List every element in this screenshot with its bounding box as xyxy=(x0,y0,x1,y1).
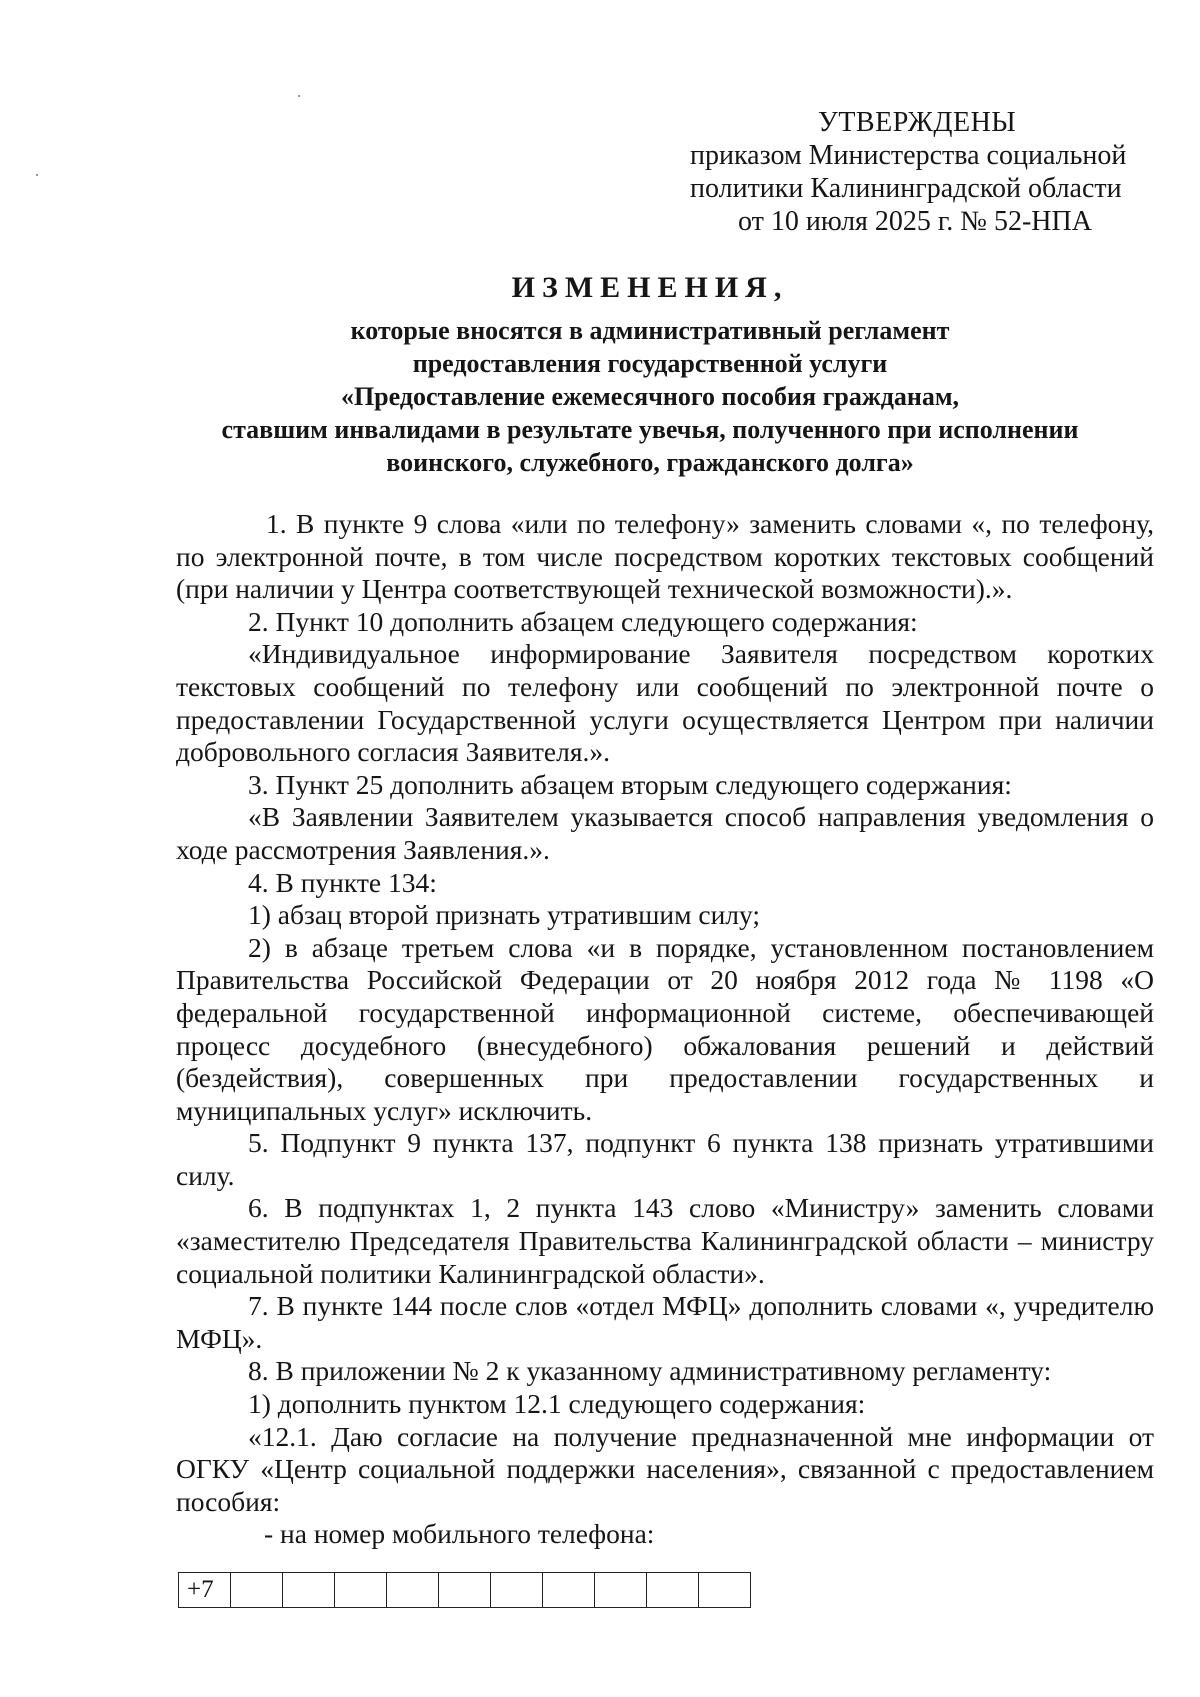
phone-number-grid xyxy=(178,1572,751,1608)
paragraph-8: 8. В приложении № 2 к указанному административному регламенту: xyxy=(248,1355,1052,1387)
title-main: ИЗМЕНЕНИЯ, xyxy=(511,271,789,304)
paragraph-7: 7. В пункте 144 после слов «отдел МФЦ» дополнить словами «, учредителю МФЦ». xyxy=(176,1290,1154,1354)
paragraph-6: 6. В подпунктах 1, 2 пункта 143 слово «Министру» заменить словами «заместителю Председателя Правительства Калининградской области – министру социальной политики Калининградской области». xyxy=(176,1192,1154,1289)
phone-label: - на номер мобильного телефона: xyxy=(264,1518,655,1550)
phone-digit-cell xyxy=(647,1573,699,1608)
paragraph-4-sub-2: 2) в абзаце третьем слова «и в порядке, установленном постановлением Правительства Российской Федерации от 20 ноября 2012 года № 1198 «О федеральной государственной информационной системе, обеспечивающей процесс досудебного (внесудебного) обжалования решений и действий (бездействия), совершенных при предоставлении государственных и муниципальных услуг» исключить. xyxy=(176,931,1154,1126)
paragraph-3: 3. Пункт 25 дополнить абзацем вторым следующего содержания: xyxy=(248,768,1012,800)
phone-digit-cell xyxy=(231,1573,283,1608)
paragraph-8-sub-1: 1) дополнить пунктом 12.1 следующего содержания: xyxy=(248,1388,866,1420)
phone-digit-cell xyxy=(387,1573,439,1608)
phone-digit-cell xyxy=(491,1573,543,1608)
phone-digit-cell xyxy=(439,1573,491,1608)
title-line-3: «Предоставление ежемесячного пособия гражданам, xyxy=(340,382,960,411)
title-line-4: ставшим инвалидами в результате увечья, полученного при исполнении xyxy=(221,415,1079,444)
phone-digit-cell xyxy=(595,1573,647,1608)
approval-line-2: политики Калининградской области xyxy=(690,173,1122,204)
scan-speck xyxy=(298,95,300,97)
paragraph-1: 1. В пункте 9 слова «или по телефону» заменить словами «, по телефону, по электронной почте, в том числе посредством коротких текстовых сообщений (при наличии у Центра соответствующей технической возможности).». xyxy=(176,508,1154,605)
approval-heading: УТВЕРЖДЕНЫ xyxy=(818,107,1017,138)
paragraph-4: 4. В пункте 134: xyxy=(248,866,437,898)
paragraph-2-quote: «Индивидуальное информирование Заявителя посредством коротких текстовых сообщений по телефону или сообщений по электронной почте о предоставлении Государственной услуги осуществляется Центром при наличии добровольного согласия Заявителя.». xyxy=(176,638,1154,768)
phone-digit-cell xyxy=(699,1573,751,1608)
approval-stamp-block xyxy=(690,106,1130,238)
title-line-5: воинского, служебного, гражданского долга» xyxy=(386,448,914,477)
paragraph-4-sub-1: 1) абзац второй признать утратившим силу; xyxy=(248,899,761,931)
phone-prefix-cell: +7 xyxy=(179,1573,231,1608)
paragraph-3-quote: «В Заявлении Заявителем указывается способ направления уведомления о ходе рассмотрения Заявления.». xyxy=(176,801,1154,865)
phone-digit-cell xyxy=(335,1573,387,1608)
paragraph-2: 2. Пункт 10 дополнить абзацем следующего содержания: xyxy=(248,605,918,637)
phone-digit-cell xyxy=(283,1573,335,1608)
approval-line-1: приказом Министерства социальной xyxy=(690,140,1127,171)
document-title xyxy=(150,268,1150,479)
title-line-2: предоставления государственной услуги xyxy=(412,349,888,378)
title-line-1: которые вносятся в административный регламент xyxy=(350,316,950,345)
paragraph-5: 5. Подпункт 9 пункта 137, подпункт 6 пункта 138 признать утратившими силу. xyxy=(176,1127,1154,1191)
paragraph-8-quote: «12.1. Даю согласие на получение предназначенной мне информации от ОГКУ «Центр социальной поддержки населения», связанной с предоставлением пособия: xyxy=(176,1420,1154,1517)
document-body xyxy=(176,508,1154,1551)
scan-speck xyxy=(36,174,38,176)
phone-digit-cell xyxy=(543,1573,595,1608)
approval-line-3: от 10 июля 2025 г. № 52-НПА xyxy=(738,206,1092,237)
